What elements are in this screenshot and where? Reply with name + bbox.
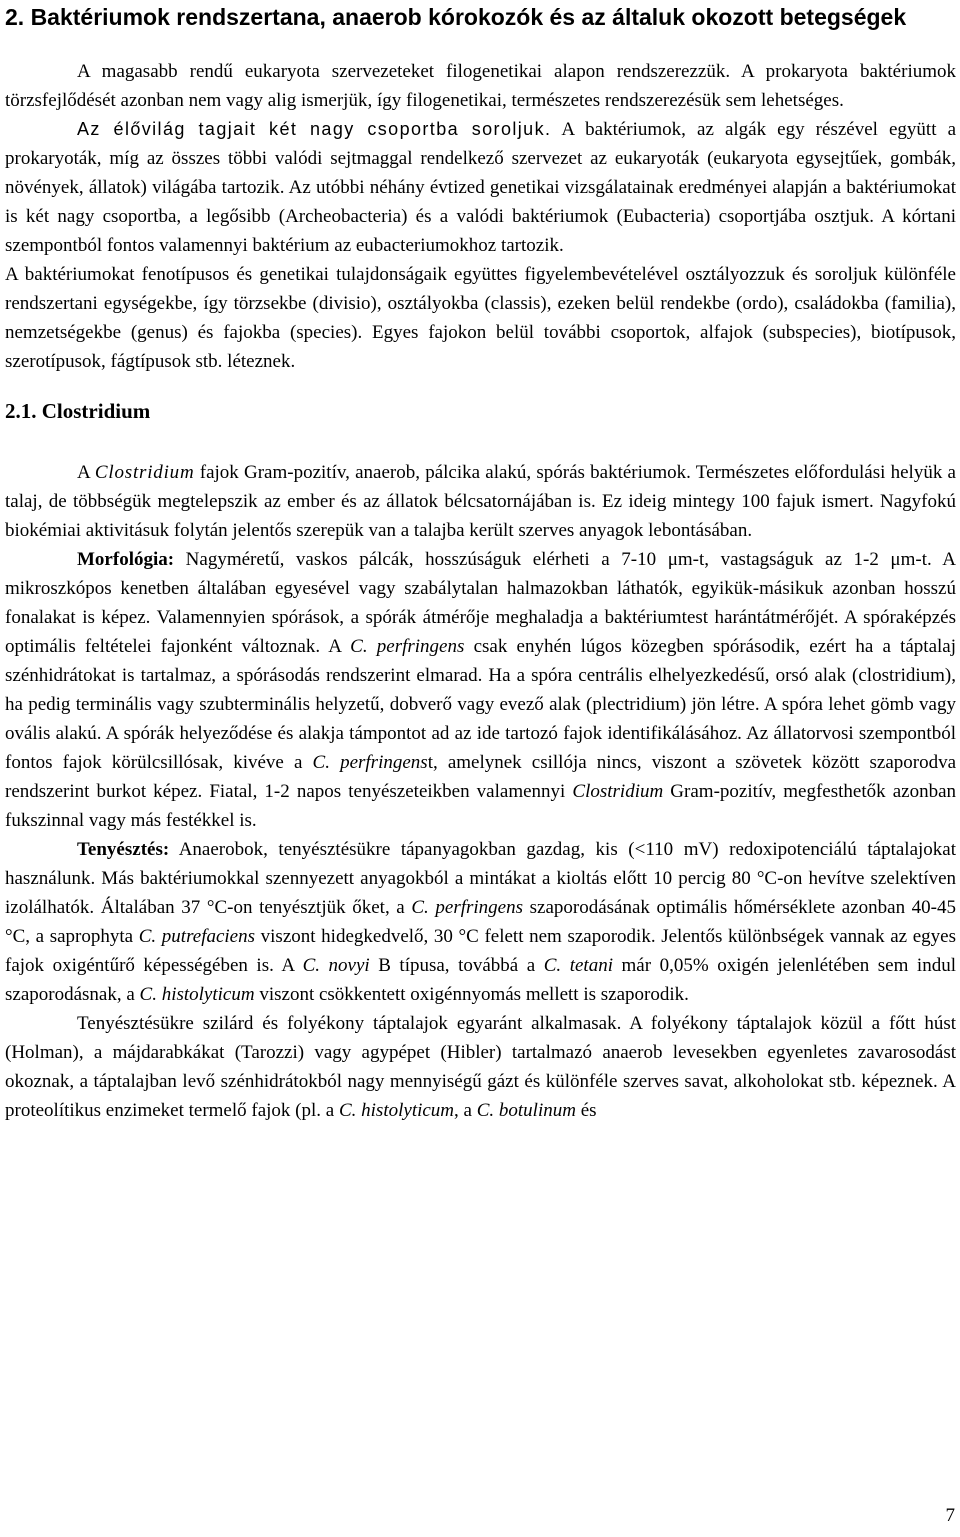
species-name: C. putrefaciens	[138, 926, 256, 947]
cultivation-paragraph	[5, 835, 956, 1009]
intro-sentence-2: A baktériumok, az algák egy részével együtt a prokaryoták, míg az összes többi valódi sejtmaggal rendelkező szervezet az eukaryoták (eukaryota egysejtűek, gombák, növények, állatok) világába tartozik.	[5, 119, 956, 198]
species-name: C. botulinum	[476, 1100, 576, 1121]
text-run: viszont csökkentett oxigénnyomás mellett is szaporodik.	[254, 984, 689, 1005]
intro-paragraph-2	[5, 115, 956, 260]
text-run: , a	[454, 1100, 477, 1121]
section-title: 2.1. Clostridium	[5, 399, 151, 423]
intro-paragraph-1: A magasabb rendű eukaryota szervezeteket filogenetikai alapon rendszerezzük. A prokaryota baktériumok törzsfejlődését azonban nem vagy alig ismerjük, így filogenetikai, természetes rendszerezésük sem lehetséges.	[5, 61, 956, 111]
genus-name: Clostridium	[94, 462, 195, 483]
text-run: Anaerobok, tenyésztésükre tápanyagokban gazdag, kis (<110 mV) redoxipotenciálú táptalajokat használunk. Más baktériumokkal szennyezett anyagokból a mintákat a kioltás előtt 10 percig 80 °C-on hevítve szelektíven izolálhatók. Általában 37 °C-on tenyésztjük őket, a	[5, 839, 956, 918]
species-name: C. novyi	[302, 955, 370, 976]
intro-sentence-3: Az utóbbi néhány évtized genetikai vizsgálatainak eredményei alapján a baktériumokat is két nagy csoportba, a legősibb (Archeobacteria) és a valódi baktériumok (Eubacteria) csoportjába osztjuk.	[5, 177, 956, 227]
intro-sentence-4: A kórtani szempontból fontos valamennyi baktérium az eubacteriumokhoz tartozik.	[5, 206, 956, 256]
clostridium-intro-paragraph	[5, 458, 956, 545]
text-run: és	[575, 1100, 597, 1121]
morphology-label: Morfológia:	[77, 549, 175, 570]
text-run: A	[77, 462, 95, 483]
text-run: szaporodásának optimális hőmérséklete azonban 40-45 °C, a saprophyta	[5, 897, 957, 947]
genus-name: Clostridium	[572, 781, 664, 802]
clostridium-section	[5, 458, 956, 1125]
species-name: C. perfringens	[312, 752, 428, 773]
text-run: Gram-pozitív, megfesthetők azonban fukszinnal vagy más festékkel is.	[5, 781, 957, 831]
species-name: C. histolyticum	[139, 984, 255, 1005]
text-run: már 0,05% oxigén jelenlétében sem indul szaporodásnak, a	[5, 955, 956, 1005]
text-run: Tenyésztésükre szilárd és folyékony táptalajok egyaránt alkalmasak. A folyékony táptalajok közül a főtt húst (Holman), a májdarabkákat (Tarozzi) vagy agypépet (Hibler) tartalmazó anaerob levesekben egyenletes zavarosodást okoznak, a táptalajban levő szénhidrátokból nagy mennyiségű gázt és különféle szerves savat, alkoholokat stb. képeznek. A proteolítikus enzimeket termelő fajok (pl. a	[5, 1013, 956, 1121]
intro-section	[5, 57, 956, 376]
species-name: C. histolyticum	[338, 1100, 455, 1121]
intro-sentence-1: Az élővilág tagjait két nagy csoportba soroljuk.	[77, 119, 552, 139]
morphology-paragraph	[5, 545, 956, 835]
species-name: C. perfringens	[350, 636, 465, 657]
text-run: fajok Gram-pozitív, anaerob, pálcika alakú, spórás baktériumok. Természetes előfordulási helyük a talaj, de többségük megtelepszik az ember és az állatok bélcsatornájában is. Ez ideig mintegy 100 fajuk ismert. Nagyfokú biokémiai aktivitásuk folytán jelentős szerepük van a talajba került szerves anyagok lebontásában.	[5, 462, 956, 541]
document-page	[5, 0, 956, 1125]
media-paragraph	[5, 1009, 956, 1125]
page-number: 7	[945, 1505, 955, 1526]
species-name: C. perfringens	[411, 897, 524, 918]
intro-paragraph-3: A baktériumokat fenotípusos és genetikai tulajdonságaik együttes figyelembevételével osztályozzuk és soroljuk különféle rendszertani egységekbe, így törzsekbe (divisio), osztályokba (classis), ezeken belül rendekbe (ordo), családokba (familia), nemzetségekbe (genus) és fajokba (species). Egyes fajokon belül további csoportok, alfajok (subspecies), biotípusok, szerotípusok, fágtípusok stb. léteznek.	[5, 264, 956, 372]
text-run: t, amelynek csillója nincs, viszont a szövetek között szaporodva rendszerint burkot képez. Fiatal, 1-2 napos tenyészeteikben valamennyi	[5, 752, 957, 802]
text-run: csak enyhén lúgos közegben spórásodik, ezért ha a táptalaj szénhidrátokat is tartalmaz, a spórásodás rendszerint elmarad. Ha a spóra centrális elhelyezkedésű, orsó alak (clostridium), ha pedig terminális vagy szubterminális helyzetű, dobverő vagy evező alak (plectridium) jön létre. A spóra lehet gömb vagy ovális alakú. A spórák helyeződése és alakja támpontot ad az ide tartozó fajok identifikálásához. Az állatorvosi szempontból fontos fajok körülcsillósak, kivéve a	[5, 636, 956, 773]
text-run: Nagyméretű, vaskos pálcák, hosszúságuk elérheti a 7-10 μm-t, vastagságuk az 1-2 μm-t. A mikroszkópos kenetben általában egyesével vagy szabálytalan halmazokban láthatók, egyikük-másikuk azonban hosszú fonalakat is képez. Valamennyien spórások, a spórák átmérője meghaladja a baktériumtest harántátmérőjét. A spóraképzés optimális feltételei fajonként változnak. A	[5, 549, 956, 657]
text-run: viszont hidegkedvelő, 30 °C felett nem szaporodik. Jelentős különbségek vannak az egyes fajok oxigéntűrő képességében is. A	[5, 926, 956, 976]
species-name: C. tetani	[543, 955, 613, 976]
cultivation-label: Tenyésztés:	[77, 839, 170, 860]
text-run: B típusa, továbbá a	[369, 955, 544, 976]
chapter-heading: 2. Baktériumok rendszertana, anaerob kórokozók és az általuk okozott betegségek	[5, 4, 907, 30]
